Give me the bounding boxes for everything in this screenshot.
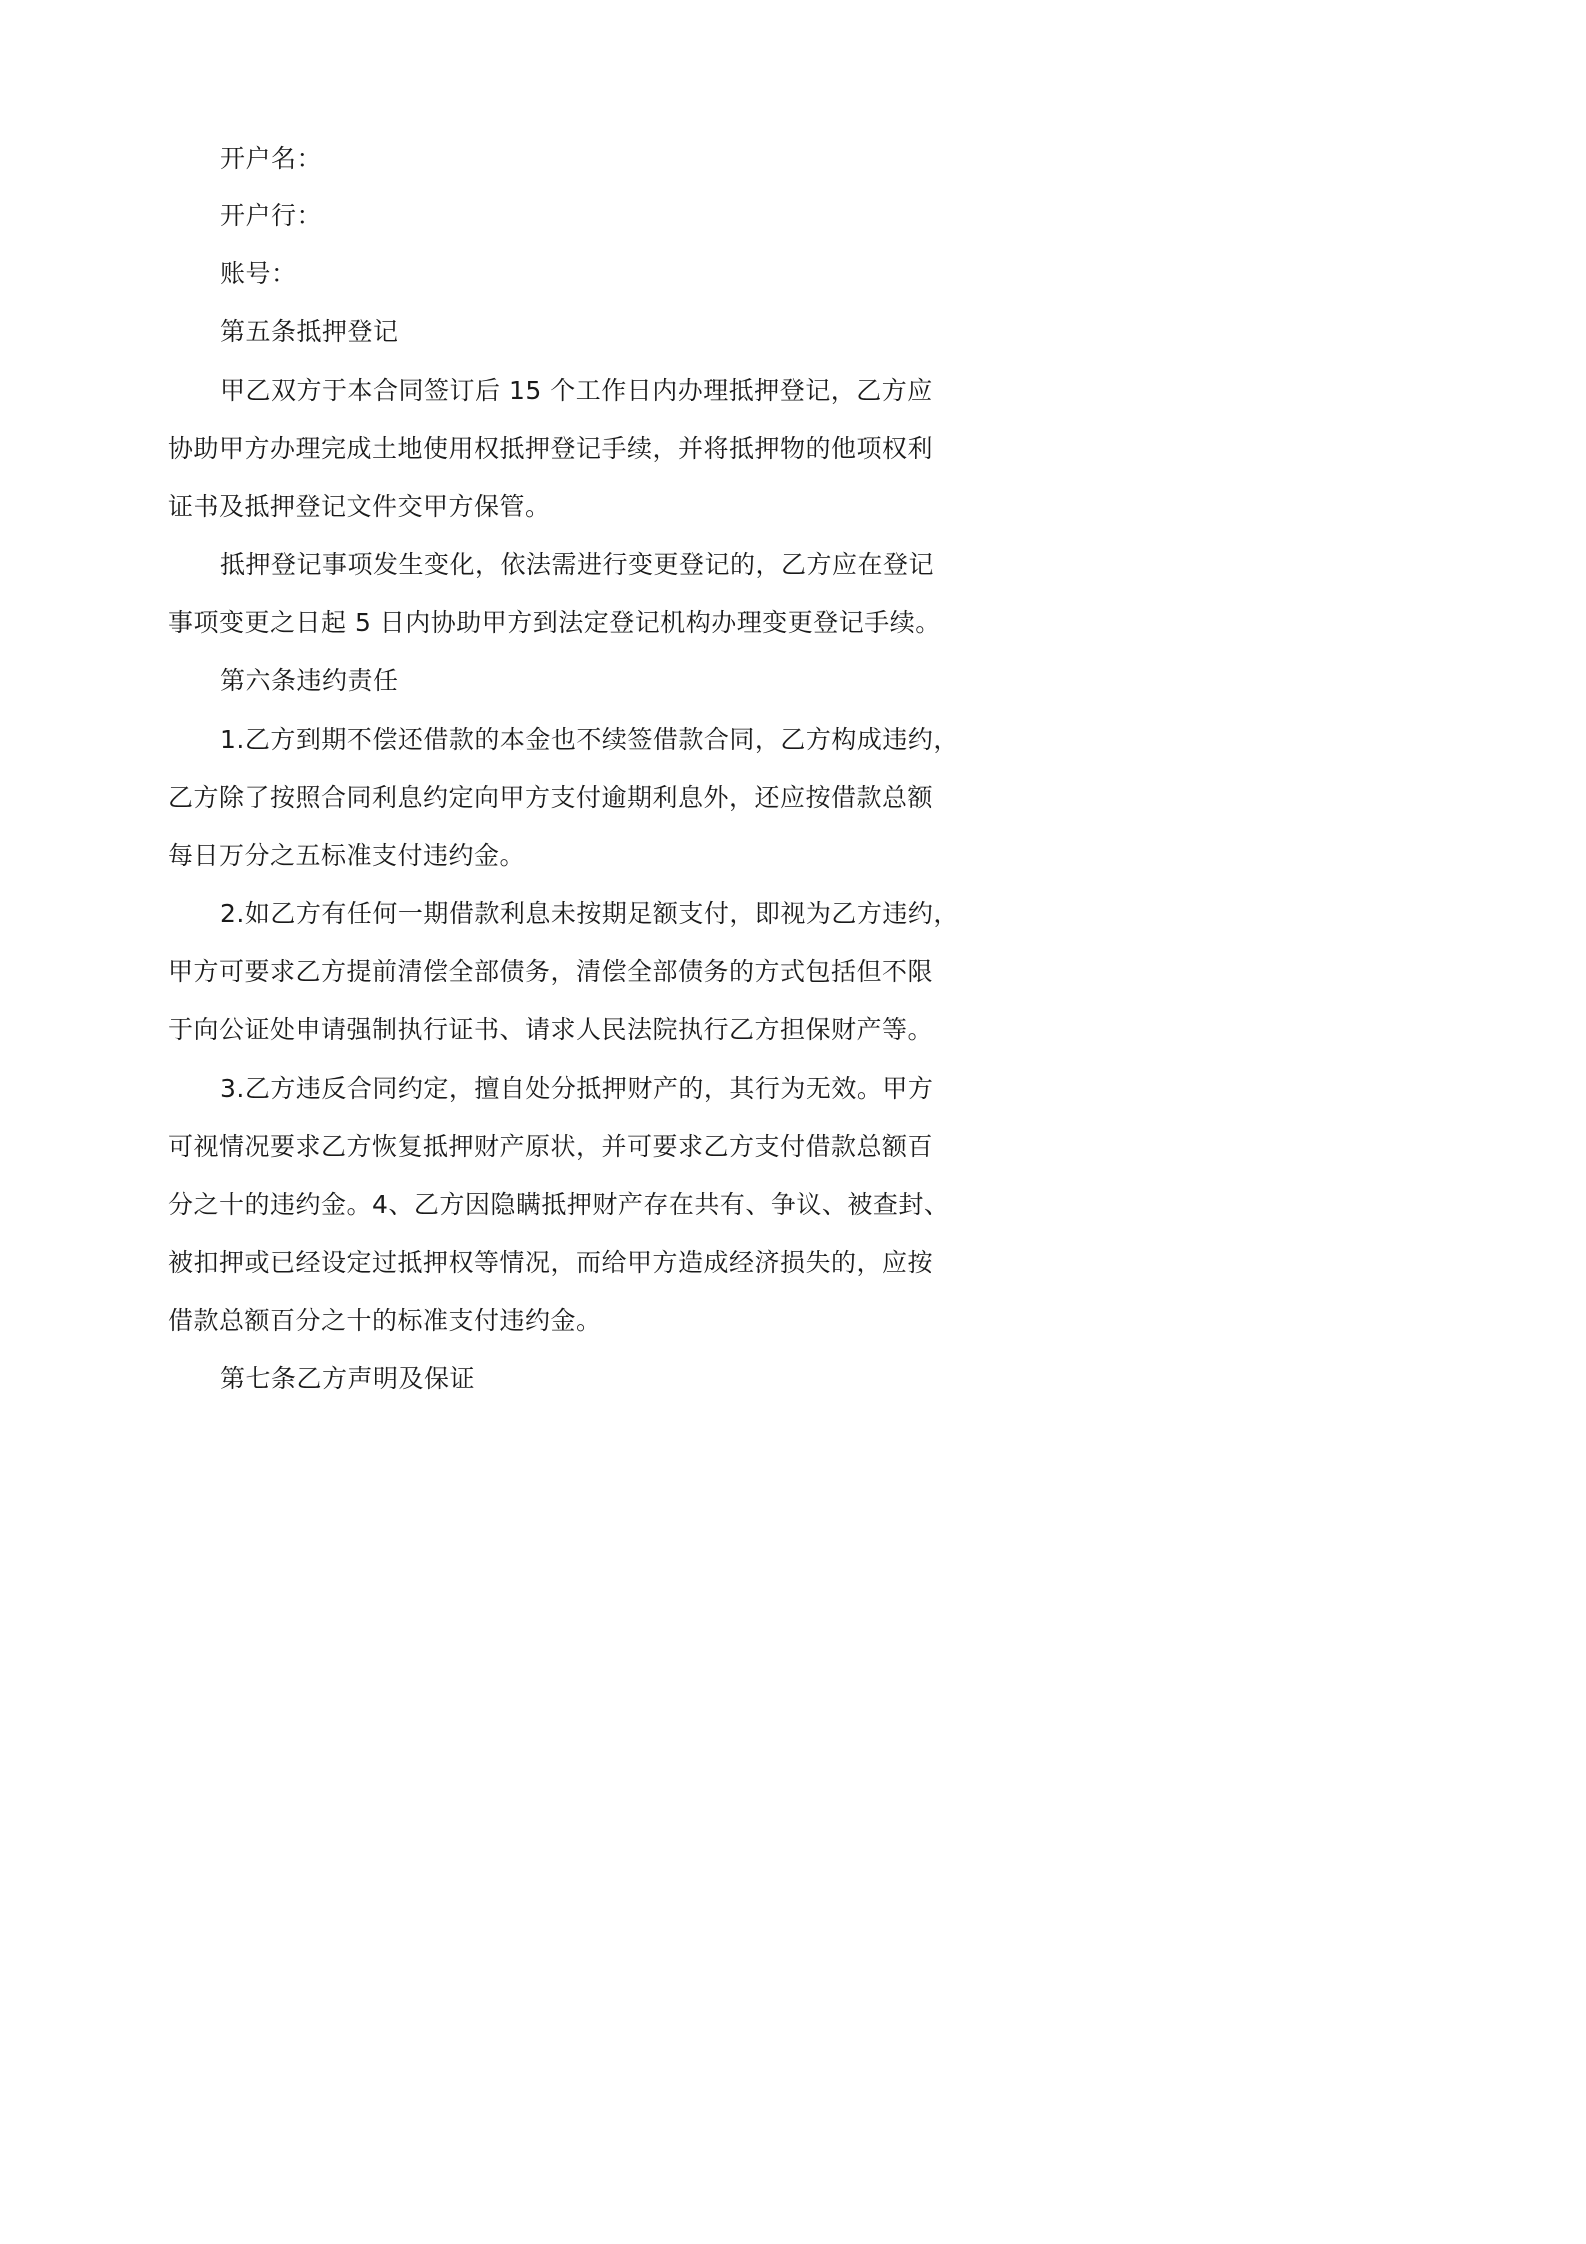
article-7-heading: 第七条乙方声明及保证 (220, 1364, 476, 1393)
article-6-clause-2-line-1: 2.如乙方有任何一期借款利息未按期足额支付，即视为乙方违约， (220, 899, 959, 928)
article-6-clause-3-line-3: 分之十的违约金。4、乙方因隐瞒抵押财产存在共有、争议、被查封、 (168, 1190, 950, 1219)
article-5-para-1-line-3: 证书及抵押登记文件交甲方保管。 (168, 492, 551, 521)
article-6-clause-3-line-2: 可视情况要求乙方恢复抵押财产原状，并可要求乙方支付借款总额百 (168, 1132, 934, 1161)
article-5-para-1-line-2: 协助甲方办理完成土地使用权抵押登记手续，并将抵押物的他项权利 (168, 434, 934, 463)
account-name-label: 开户名： (220, 144, 323, 173)
article-6-clause-2-line-2: 甲方可要求乙方提前清偿全部债务，清偿全部债务的方式包括但不限 (168, 957, 934, 986)
article-6-clause-2-line-3: 于向公证处申请强制执行证书、请求人民法院执行乙方担保财产等。 (168, 1015, 934, 1044)
article-6-clause-3-line-5: 借款总额百分之十的标准支付违约金。 (168, 1306, 602, 1335)
article-5-para-2-line-2: 事项变更之日起 5 日内协助甲方到法定登记机构办理变更登记手续。 (168, 608, 941, 637)
article-6-clause-1-line-1: 1.乙方到期不偿还借款的本金也不续签借款合同，乙方构成违约， (220, 725, 959, 754)
article-5-para-1-line-1: 甲乙双方于本合同签订后 15 个工作日内办理抵押登记，乙方应 (220, 376, 933, 405)
article-6-heading: 第六条违约责任 (220, 666, 399, 695)
article-5-heading: 第五条抵押登记 (220, 317, 399, 346)
article-6-clause-1-line-3: 每日万分之五标准支付违约金。 (168, 841, 526, 870)
bank-label: 开户行： (220, 201, 323, 230)
article-6-clause-3-line-1: 3.乙方违反合同约定，擅自处分抵押财产的，其行为无效。甲方 (220, 1074, 934, 1103)
article-6-clause-3-line-4: 被扣押或已经设定过抵押权等情况，而给甲方造成经济损失的，应按 (168, 1248, 934, 1277)
account-number-label: 账号： (220, 259, 297, 288)
document-page (0, 0, 1103, 1563)
article-6-clause-1-line-2: 乙方除了按照合同利息约定向甲方支付逾期利息外，还应按借款总额 (168, 783, 934, 812)
article-5-para-2-line-1: 抵押登记事项发生变化，依法需进行变更登记的，乙方应在登记 (220, 550, 935, 579)
